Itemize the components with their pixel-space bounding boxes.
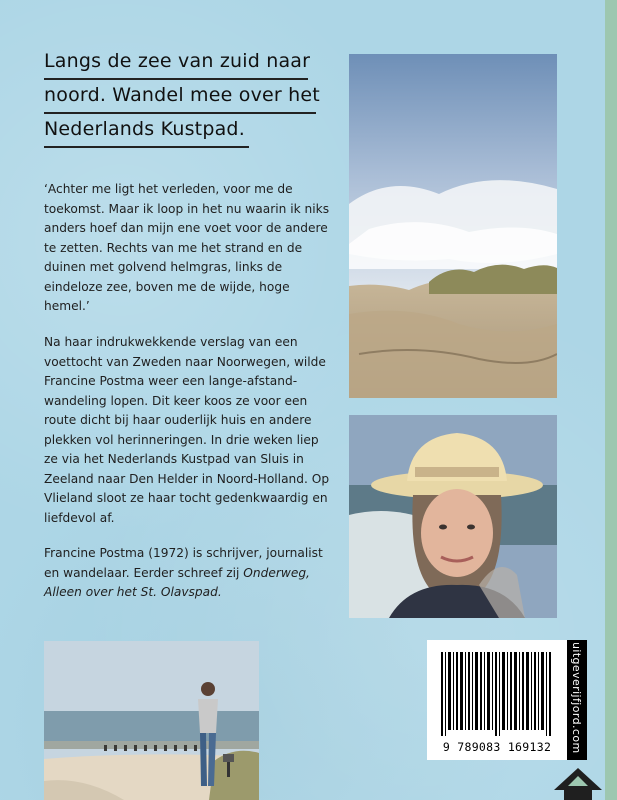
headline-line-2: noord. Wandel mee over het xyxy=(44,82,316,114)
publisher-url: uitgeverijfjord.com xyxy=(570,642,583,754)
publisher-logo-icon xyxy=(552,764,604,800)
headline-line-1: Langs de zee van zuid naar xyxy=(44,48,308,80)
author-portrait-photo xyxy=(349,415,557,618)
summary-paragraph: Na haar indrukwekkende verslag van een voettocht van Zweden naar Noorwegen, wilde Francine Postma weer een lange-afstand-wandeling lopen. Dit keer koos ze voor een route dicht bij haar ouderlijk huis en andere plekken vol herinneringen. In drie weken liep ze via het Nederlands Kustpad van Sluis in Zeeland naar Den Helder in Noord-Holland. Op Vlieland sloot ze haar tocht gedenkwaardig en liefdevol af. xyxy=(44,335,330,525)
publisher-strip xyxy=(567,640,587,760)
beach-walker-photo xyxy=(44,641,259,800)
book-spine xyxy=(605,0,617,800)
headline xyxy=(44,48,334,150)
author-bio xyxy=(44,544,334,603)
barcode xyxy=(427,640,567,760)
quote-paragraph: ‘Achter me ligt het verleden, voor me de toekomst. Maar ik loop in het nu waarin ik niks anders hoef dan mijn ene voet voor de andere te zetten. Rechts van me het strand en de duinen met golvend helmgras, links de eindeloze zee, boven me de wijde, hoge hemel.’ xyxy=(44,182,330,313)
barcode-icon xyxy=(441,652,553,736)
bio-text: Francine Postma (1972) is schrijver, journalist en wandelaar. Eerder schreef zij xyxy=(44,546,323,580)
isbn-number: 9 789083 169132 xyxy=(442,740,552,754)
headline-line-3: Nederlands Kustpad. xyxy=(44,116,249,148)
dunes-photo xyxy=(349,54,557,398)
previous-book-title: Onderweg, Alleen over het St. Olavspad. xyxy=(44,565,310,599)
